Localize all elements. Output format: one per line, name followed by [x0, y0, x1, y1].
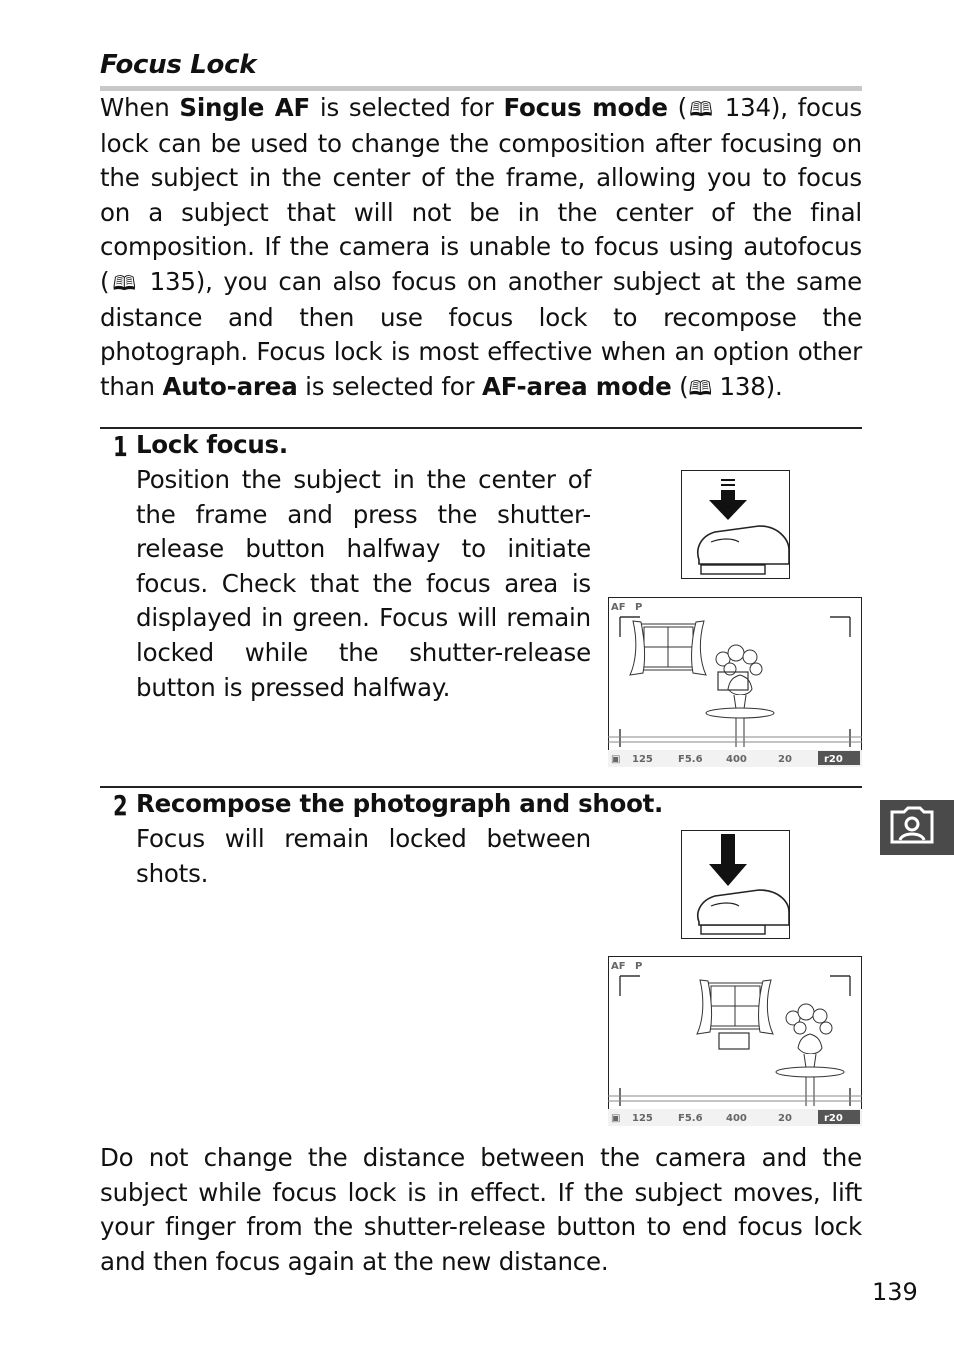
manual-ref-icon: 🕮 — [109, 270, 139, 295]
viewfinder-display-step-1 — [608, 597, 862, 767]
aperture-value: F5.6 — [678, 754, 703, 765]
intro-paragraph: When Single AF is selected for Focus mode (🕮 134), focus lock can be used to change the composition after focusing on the subject in the center of the frame, allowing you to focus on a subject that will not be in the center of the final composition. If the camera is unable to focus using autofocus (🕮 135), you can also focus on another subject at the same distance and then use focus lock to recompose the photograph. Focus lock is most effective when an option other than Auto-area is selected for AF-area mode (🕮 138). — [100, 93, 862, 401]
viewfinder-display-step-2 — [608, 956, 862, 1126]
step-1-body: Position the subject in the center of the frame and press the shutter-release button halfway to initiate focus. Check that the focus area is displayed in green. Focus will remain locked while the shutter-release button is pressed halfway. — [136, 465, 591, 702]
af-mode-icon: AF — [611, 602, 626, 613]
half-press-bars-icon — [721, 479, 735, 481]
shutter-full-press-illustration — [681, 830, 790, 939]
step-1-rule — [100, 427, 862, 429]
camera-mode-icon — [880, 800, 954, 855]
aperture-value: F5.6 — [678, 1113, 703, 1124]
shutter-speed-value: 125 — [632, 1113, 653, 1124]
af-mode-icon: AF — [611, 961, 626, 972]
shutter-button — [701, 925, 765, 934]
section-title: Focus Lock — [100, 50, 257, 80]
step-2-number: 2 — [113, 789, 128, 822]
page-number: 139 — [872, 1278, 918, 1306]
step-1-heading: Lock focus. — [136, 430, 288, 459]
step-2-rule — [100, 786, 862, 788]
step-1-number: 1 — [113, 430, 128, 463]
manual-ref-icon: 🕮 — [688, 375, 712, 400]
step-2-body: Focus will remain locked between shots. — [136, 824, 591, 888]
metering-icon: ▣ — [611, 1113, 621, 1124]
remaining-value: 20 — [778, 1113, 792, 1124]
iso-value: 400 — [726, 754, 747, 765]
shutter-button — [701, 565, 765, 574]
shutter-half-press-illustration — [681, 470, 790, 579]
metering-icon: ▣ — [611, 754, 621, 765]
remaining-value: 20 — [778, 754, 792, 765]
exposure-mode-label: P — [635, 961, 643, 972]
manual-ref-icon: 🕮 — [687, 97, 715, 121]
buffer-frames-value: r20 — [824, 754, 843, 765]
exposure-mode-label: P — [635, 602, 643, 613]
shutter-speed-value: 125 — [632, 754, 653, 765]
step-2-heading: Recompose the photograph and shoot. — [136, 789, 664, 818]
closing-paragraph: Do not change the distance between the camera and the subject while focus lock is in effect. If the subject moves, lift your finger from the shutter-release button to end focus lock and then focus again at the new distance. — [100, 1143, 862, 1276]
chapter-side-tab — [880, 800, 954, 855]
buffer-frames-value: r20 — [824, 1113, 843, 1124]
iso-value: 400 — [726, 1113, 747, 1124]
